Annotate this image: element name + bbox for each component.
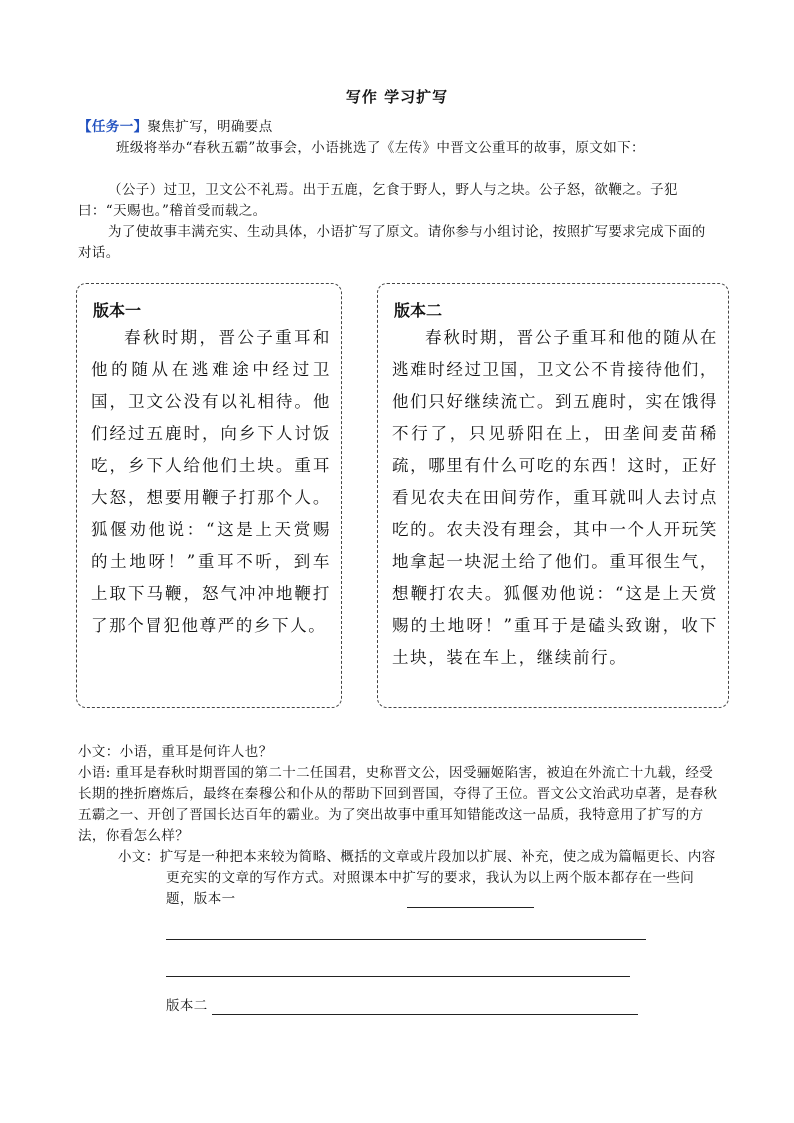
dialogue-question: 小文：小语，重耳是何许人也？ (78, 744, 273, 760)
answer-line-2[interactable] (166, 939, 646, 940)
dialogue-reply: 小文：扩写是一种把本来较为简略、概括的文章或片段加以扩展、补充，使之成为篇幅更长、内容更充实的文章的写作方式。对照课本中扩写的要求，我认为以上两个版本都存在一些问题，版本一 (118, 849, 716, 907)
version-one-text: 春秋时期，晋公子重耳和他的随从在逃难途中经过卫国，卫文公没有以礼相待。他们经过五鹿时，向乡下人讨饭吃，乡下人给他们土块。重耳大怒，想要用鞭子打那个人。狐偃劝他说：“这是上天赏赐的土地呀！”重耳不听，到车上取下马鞭，怒气冲冲地鞭打了那个冒犯他尊严的乡下人。 (91, 328, 331, 635)
answer-line-3[interactable] (166, 976, 630, 977)
task-heading-text: 聚焦扩写，明确要点 (147, 119, 273, 135)
task-tag: 【任务一】 (78, 119, 148, 135)
version-two-box (377, 283, 729, 708)
original-text: （公子）过卫，卫文公不礼焉。出于五鹿，乞食于野人，野人与之块。公子怒，欲鞭之。子犯曰：“天赐也。”稽首受而载之。 (78, 182, 678, 219)
instruction-paragraph: 为了使故事丰满充实、生动具体，小语扩写了原文。请你参与小组讨论，按照扩写要求完成下面的对话。 (78, 224, 706, 261)
version-two-answer-label: 版本二 (166, 998, 208, 1014)
version-two-label: 版本二 (394, 301, 443, 320)
dialogue-answer: 小语: 重耳是春秋时期晋国的第二十二任国君，史称晋文公，因受骊姬陷害，被迫在外流亡十九载，经受长期的挫折磨炼后，最终在秦穆公和仆从的帮助下回到晋国，夺得了王位。晋文公文治武功卓著，是春秋五霸之一、开创了晋国长达百年的霸业。为了突出故事中重耳知错能改这一品质，我特意用了扩写的方法，你看怎么样？ (78, 765, 718, 844)
task-heading (78, 117, 718, 138)
intro-paragraph: 班级将举办“春秋五霸”故事会，小语挑选了《左传》中晋文公重耳的故事，原文如下： (116, 140, 645, 156)
version-two-text: 春秋时期，晋公子重耳和他的随从在逃难时经过卫国，卫文公不肯接待他们，他们只好继续流亡。到五鹿时，实在饿得不行了，只见骄阳在上，田垄间麦苗稀疏，哪里有什么可吃的东西！这时，正好看见农夫在田间劳作，重耳就叫人去讨点吃的。农夫没有理会，其中一个人开玩笑地拿起一块泥土给了他们。重耳很生气，想鞭打农夫。狐偃劝他说：“这是上天赏赐的土地呀！”重耳于是磕头致谢，收下土块，装在车上，继续前行。 (392, 328, 718, 667)
answer-line-1[interactable] (407, 907, 534, 908)
answer-line-4[interactable] (212, 1014, 638, 1015)
version-one-label: 版本一 (93, 301, 142, 320)
page-title: 写作 学习扩写 (345, 88, 449, 106)
version-one-box (76, 283, 342, 708)
